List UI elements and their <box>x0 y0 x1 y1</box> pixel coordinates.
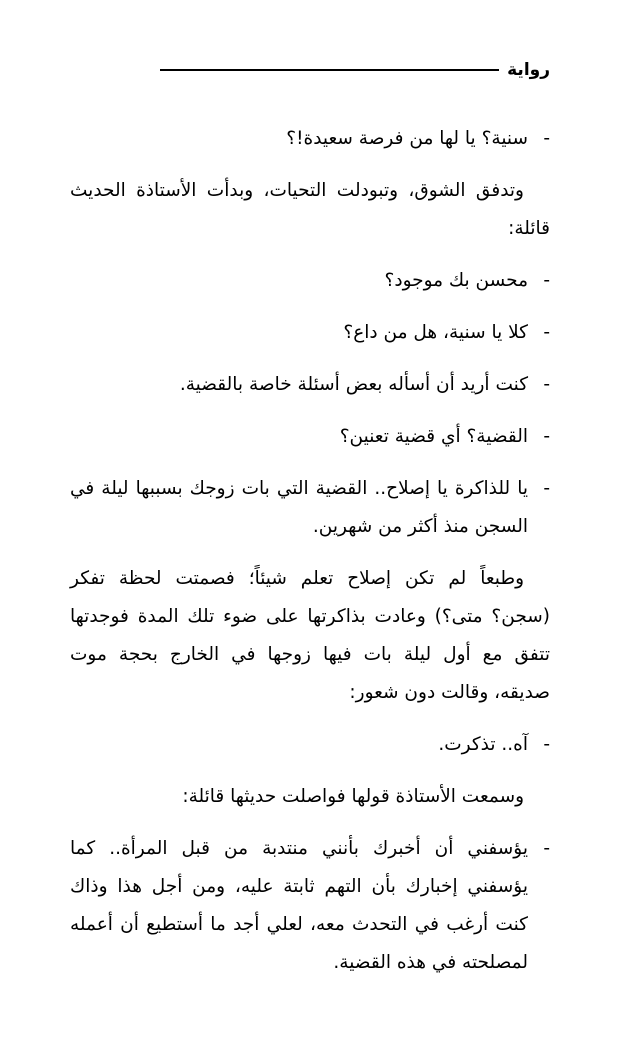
header-rule <box>160 69 499 71</box>
narration-paragraph: وطبعاً لم تكن إصلاح تعلم شيئاً؛ فصمتت لحظة تفكر (سجن؟ متى؟) وعادت بذاكرتها على ضوء تلك المدة فوجدتها تتفق مع أول ليلة بات فيها زوجها في الخارج بحجة موت صديقه، وقالت دون شعور: <box>70 568 550 703</box>
dialog-dash: - <box>543 128 550 149</box>
running-header <box>160 60 550 80</box>
header-title: رواية <box>507 60 550 80</box>
dialog-line: - محسن بك موجود؟ <box>70 262 550 300</box>
narration-paragraph: وتدفق الشوق، وتبودلت التحيات، وبدأت الأستاذة الحديث قائلة: <box>70 180 550 239</box>
dialog-line: - كلا يا سنية، هل من داع؟ <box>70 314 550 352</box>
page-body <box>70 120 550 996</box>
dialog-line: - كنت أريد أن أسأله بعض أسئلة خاصة بالقضية. <box>70 366 550 404</box>
dialog-dash: - <box>543 374 550 395</box>
dialog-line: - يؤسفني أن أخبرك بأنني منتدبة من قبل المرأة.. كما يؤسفني إخبارك بأن التهم ثابتة عليه، ومن أجل هذا وذاك كنت أرغب في التحدث معه، لعلي أجد ما أستطيع أن أعمله لمصلحته في هذه القضية. <box>70 830 550 982</box>
dialog-line: - القضية؟ أي قضية تعنين؟ <box>70 418 550 456</box>
dialog-line: - يا للذاكرة يا إصلاح.. القضية التي بات زوجك بسببها ليلة في السجن منذ أكثر من شهرين. <box>70 470 550 546</box>
dialog-dash: - <box>543 322 550 343</box>
dialog-line: - سنية؟ يا لها من فرصة سعيدة!؟ <box>70 120 550 158</box>
dialog-dash: - <box>543 734 550 755</box>
dialog-dash: - <box>543 426 550 447</box>
dialog-line: - آه.. تذكرت. <box>70 726 550 764</box>
dialog-dash: - <box>543 270 550 291</box>
dialog-dash: - <box>543 838 550 859</box>
narration-paragraph: وسمعت الأستاذة قولها فواصلت حديثها قائلة: <box>182 786 524 807</box>
dialog-dash: - <box>543 478 550 499</box>
